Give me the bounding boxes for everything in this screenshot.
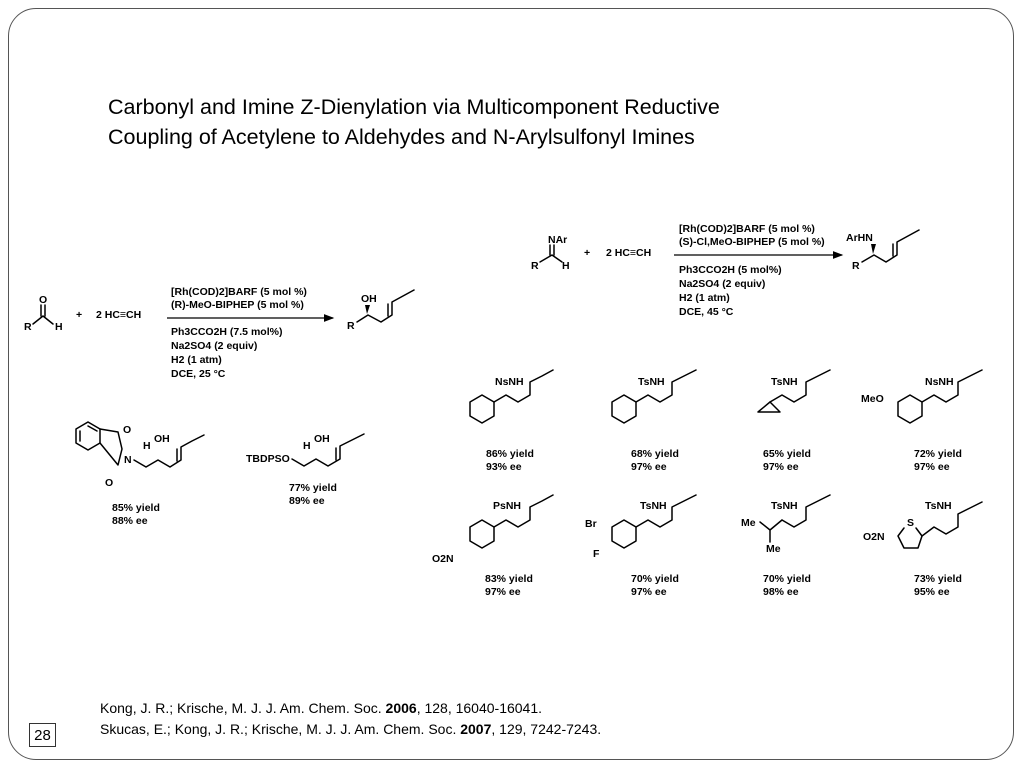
amine-example-7	[741, 495, 830, 598]
imide-O-top: O	[123, 424, 132, 436]
product-2-wedge	[871, 244, 876, 254]
amine-7-nh: TsNH	[771, 500, 798, 512]
cond-1-below-3: H2 (1 atm)	[171, 354, 222, 366]
example-1-OH: OH	[154, 433, 170, 445]
cond-2-below-2: Na2SO4 (2 equiv)	[679, 278, 766, 290]
example-2-H: H	[303, 440, 311, 452]
amine-8-ee: 95% ee	[914, 586, 950, 598]
imide-N: N	[124, 454, 132, 466]
amine-1-yield: 86% yield	[486, 448, 534, 460]
acetylene-1: 2 HC≡CH	[96, 309, 142, 321]
amine-6-Br: Br	[585, 518, 597, 530]
amine-5-nh: PsNH	[493, 500, 522, 512]
plus-sign-2: +	[584, 247, 591, 259]
amine-7-yield: 70% yield	[763, 573, 811, 585]
amine-2-yield: 68% yield	[631, 448, 679, 460]
amine-example-3	[758, 370, 830, 473]
amine-8-yield: 73% yield	[914, 573, 962, 585]
amine-3-ring	[758, 402, 780, 412]
product-1-wedge	[365, 305, 370, 314]
benzo-double	[80, 426, 97, 441]
product-1-R: R	[347, 320, 355, 332]
amine-5-ee: 97% ee	[485, 586, 521, 598]
amine-7-Me1: Me	[741, 517, 756, 529]
example-1-ee: 88% ee	[112, 515, 148, 527]
title-line-2: Coupling of Acetylene to Aldehydes and N-Arylsulfonyl Imines	[108, 125, 695, 149]
amine-1-nh: NsNH	[495, 376, 524, 388]
amine-4-ee: 97% ee	[914, 461, 950, 473]
amine-example-8	[863, 500, 982, 598]
imine-NAr: NAr	[548, 234, 568, 246]
imine-bonds	[540, 255, 562, 262]
cond-1-above-1: [Rh(COD)2]BARF (5 mol %)	[171, 286, 307, 298]
product-1-OH: OH	[361, 293, 377, 305]
amine-3-yield: 65% yield	[763, 448, 811, 460]
imine-H: H	[562, 260, 570, 272]
cond-1-below-4: DCE, 25 °C	[171, 368, 226, 380]
amine-3-ee: 97% ee	[763, 461, 799, 473]
amine-example-5	[432, 495, 553, 598]
amine-2-ring	[612, 395, 636, 423]
amine-4-MeO: MeO	[861, 393, 884, 405]
imide-O-bottom: O	[105, 477, 114, 489]
example-2-ee: 89% ee	[289, 495, 325, 507]
cond-2-below-4: DCE, 45 °C	[679, 306, 734, 318]
amine-6-yield: 70% yield	[631, 573, 679, 585]
aldehyde-reaction	[24, 286, 414, 380]
amine-6-nh: TsNH	[640, 500, 667, 512]
amine-7-isopropyl	[760, 520, 782, 542]
amine-5-ring	[470, 520, 494, 548]
amine-5-yield: 83% yield	[485, 573, 533, 585]
imide-ring	[100, 429, 122, 465]
example-2-yield: 77% yield	[289, 482, 337, 494]
amine-6-ring	[612, 520, 636, 548]
amine-4-yield: 72% yield	[914, 448, 962, 460]
aldehyde-H: H	[55, 321, 63, 333]
amine-3-nh: TsNH	[771, 376, 798, 388]
example-2-OH: OH	[314, 433, 330, 445]
amine-2-nh: TsNH	[638, 376, 665, 388]
cond-2-below-1: Ph3CCO2H (5 mol%)	[679, 264, 782, 276]
amine-8-O2N: O2N	[863, 531, 885, 543]
reference-2: Skucas, E.; Kong, J. R.; Krische, M. J. J. Am. Chem. Soc. 2007, 129, 7242-7243.	[100, 721, 602, 737]
aldehyde-carbonyl	[41, 305, 45, 316]
title-line-1: Carbonyl and Imine Z-Dienylation via Multicomponent Reductive	[108, 95, 720, 119]
aldehyde-R: R	[24, 321, 32, 333]
cond-2-below-3: H2 (1 atm)	[679, 292, 730, 304]
imine-CN	[550, 245, 554, 255]
cond-2-above-1: [Rh(COD)2]BARF (5 mol %)	[679, 223, 815, 235]
amine-example-1	[470, 370, 553, 473]
cond-2-above-2: (S)-Cl,MeO-BIPHEP (5 mol %)	[679, 236, 825, 248]
acetylene-2: 2 HC≡CH	[606, 247, 652, 259]
amine-8-nh: TsNH	[925, 500, 952, 512]
amine-example-2	[612, 370, 696, 473]
amine-8-thiophene	[898, 528, 922, 548]
imine-R: R	[531, 260, 539, 272]
amine-4-ring	[898, 395, 922, 423]
amine-example-6	[585, 495, 696, 598]
imine-reaction	[531, 223, 919, 318]
amine-7-ee: 98% ee	[763, 586, 799, 598]
example-1-H: H	[143, 440, 151, 452]
amine-1-ring	[470, 395, 494, 423]
example-1-yield: 85% yield	[112, 502, 160, 514]
amine-8-S: S	[907, 517, 915, 529]
alcohol-example-tbdps	[246, 433, 364, 507]
page-number: 28	[29, 723, 56, 747]
tbdpso-group: TBDPSO	[246, 453, 290, 465]
amine-6-ee: 97% ee	[631, 586, 667, 598]
alcohol-example-phthalimide	[76, 422, 204, 527]
references	[100, 698, 601, 740]
amine-2-ee: 97% ee	[631, 461, 667, 473]
cond-1-below-2: Na2SO4 (2 equiv)	[171, 340, 258, 352]
amine-7-Me2: Me	[766, 543, 781, 555]
amine-1-ee: 93% ee	[486, 461, 522, 473]
product-2-R: R	[852, 260, 860, 272]
plus-sign-1: +	[76, 309, 83, 321]
amine-4-nh: NsNH	[925, 376, 954, 388]
aldehyde-O: O	[39, 294, 48, 306]
cond-1-below-1: Ph3CCO2H (7.5 mol%)	[171, 326, 283, 338]
aldehyde-bonds	[33, 316, 53, 324]
product-2-ArHN: ArHN	[846, 232, 873, 244]
amine-example-4	[861, 370, 982, 473]
amine-6-F: F	[593, 548, 600, 560]
reference-1: Kong, J. R.; Krische, M. J. J. Am. Chem. Soc. 2006, 128, 16040-16041.	[100, 700, 543, 716]
cond-1-above-2: (R)-MeO-BIPHEP (5 mol %)	[171, 299, 304, 311]
amine-5-O2N: O2N	[432, 553, 454, 565]
